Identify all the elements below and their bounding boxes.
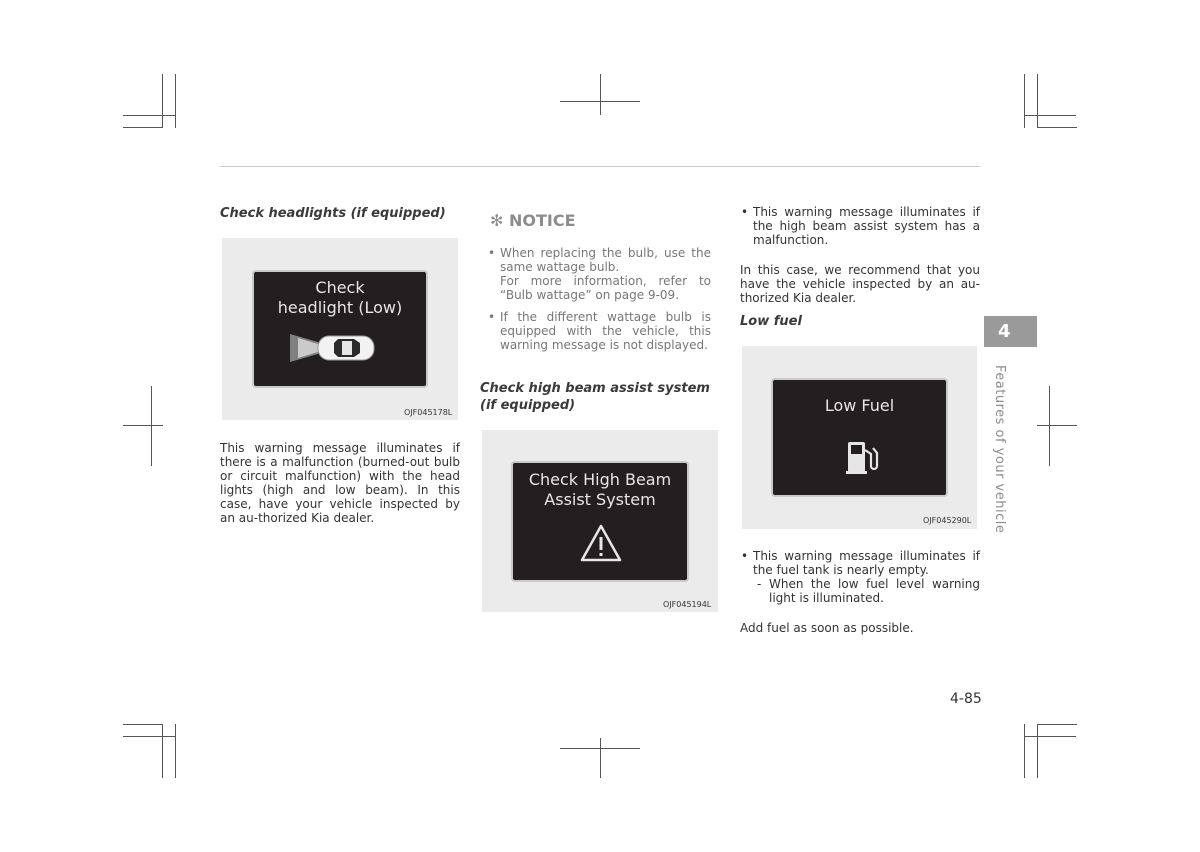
warning-triangle-icon: [579, 523, 623, 563]
cluster-display: [771, 378, 948, 497]
section-heading-check-headlights: Check headlights (if equipped): [220, 206, 446, 221]
cluster-display: [511, 461, 689, 582]
cluster-display: [252, 270, 428, 388]
notice-title: NOTICE: [508, 211, 576, 230]
notice-item: • If the different wattage bulb is equipped with the vehicle, this warning message is not displayed.: [488, 310, 711, 352]
notice-list: [488, 246, 711, 352]
figure-check-headlight: [222, 238, 458, 420]
figure-check-high-beam: [482, 430, 718, 612]
display-message-line1: Check High Beam: [528, 470, 672, 489]
high-beam-description: • This warning message illuminates if the high beam assist system has a malfunction.: [741, 205, 980, 247]
notice-star-icon: ✻: [490, 211, 504, 230]
chapter-title: Features of your vehicle: [992, 365, 1007, 534]
page-number: 4-85: [950, 691, 982, 707]
notice-item: • When replacing the bulb, use the same wattage bulb. For more information, refer to “Bulb wattage” on page 9-09.: [488, 246, 711, 302]
figure-low-fuel: [742, 346, 977, 529]
display-message: Low Fuel: [824, 396, 895, 415]
add-fuel-text: Add fuel as soon as possible.: [740, 621, 914, 635]
figure-code: OJF045290L: [923, 516, 972, 525]
fuel-pump-icon: [845, 440, 879, 476]
display-message-line2: headlight (Low): [277, 298, 403, 317]
section-heading-high-beam-assist: Check high beam assist system (if equipped): [480, 381, 710, 413]
figure-code: OJF045194L: [663, 600, 712, 609]
chapter-tab: 4: [984, 316, 1037, 347]
section-heading-low-fuel: Low fuel: [740, 314, 802, 329]
header-rule: [220, 166, 980, 167]
headlight-description: This warning message illuminates if there is a malfunction (burned-out bulb or circuit malfunction) with the head lights (high and low beam). In this case, have your vehicle inspected by an au-thorized Kia dealer.: [220, 441, 460, 525]
notice-heading: [490, 211, 576, 230]
display-message-line2: Assist System: [544, 490, 656, 509]
recommend-inspection-text: In this case, we recommend that you have the vehicle inspected by an au-thorized Kia dealer.: [740, 263, 980, 305]
display-message-line1: Check: [315, 278, 365, 297]
low-fuel-description: • This warning message illuminates if the fuel tank is nearly empty. - When the low fuel level warning light is illuminated.: [741, 549, 980, 605]
car-headlight-icon: [284, 326, 380, 370]
figure-code: OJF045178L: [404, 408, 453, 417]
